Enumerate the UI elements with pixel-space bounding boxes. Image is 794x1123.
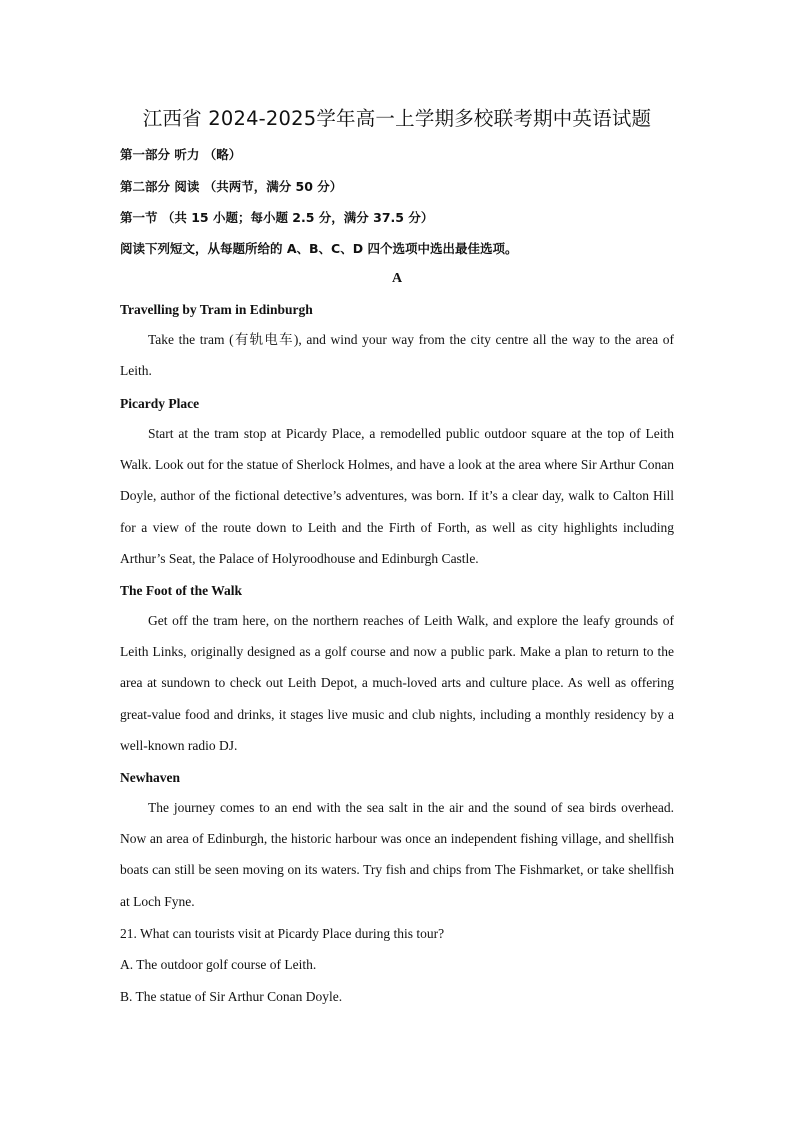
part2-heading: 第二部分 阅读 （共两节，满分 50 分） <box>120 179 343 194</box>
part1-heading: 第一部分 听力 （略） <box>120 147 242 162</box>
exam-title: 江西省 2024-2025学年高一上学期多校联考期中英语试题 <box>142 107 652 130</box>
stop-text-newhaven: The journey comes to an end with the sea salt in the air and the sound of sea birds overhead. Now an area of Edinburgh, the historic harbour was once an independent fishing village, and shellfish boats can still be seen moving on its waters. Try fish and chips from The Fishmarket, or take shellfish at Loch Fyne. <box>120 800 674 909</box>
stop-heading-foot-of-walk: The Foot of the Walk <box>120 583 243 598</box>
stop-heading-picardy-place: Picardy Place <box>120 396 200 411</box>
question-option-a[interactable]: A. The outdoor golf course of Leith. <box>120 957 317 972</box>
passage-label: A <box>391 271 403 286</box>
stop-heading-newhaven: Newhaven <box>120 770 180 785</box>
passage-intro: Take the tram (有轨电车), and wind your way from the city centre all the way to the area of Leith. <box>120 332 674 379</box>
instruction-text: 阅读下列短文，从每题所给的 A、B、C、D 四个选项中选出最佳选项。 <box>120 241 518 256</box>
passage-title: Travelling by Tram in Edinburgh <box>120 302 313 317</box>
section1-heading: 第一节 （共 15 小题；每小题 2.5 分，满分 37.5 分） <box>120 210 434 225</box>
question-stem: 21. What can tourists visit at Picardy Place during this tour? <box>120 926 445 941</box>
question-option-b[interactable]: B. The statue of Sir Arthur Conan Doyle. <box>120 989 343 1004</box>
stop-text-picardy-place: Start at the tram stop at Picardy Place, a remodelled public outdoor square at the top of Leith Walk. Look out for the statue of Sherlock Holmes, and have a look at the area where Sir Arthur Conan Doyle, author of the fictional detective’s adventures, was born. If it’s a clear day, walk to Calton Hill for a view of the route down to Leith and the Firth of Forth, as well as city highlights including Arthur’s Seat, the Palace of Holyroodhouse and Edinburgh Castle. <box>120 426 674 566</box>
stop-text-foot-of-walk: Get off the tram here, on the northern reaches of Leith Walk, and explore the leafy grounds of Leith Links, originally designed as a golf course and now a public park. Make a plan to return to the area at sundown to check out Leith Depot, a much-loved arts and culture place. As well as offering great-value food and drinks, it stages live music and club nights, including a monthly residency by a well-known radio DJ. <box>120 613 674 753</box>
